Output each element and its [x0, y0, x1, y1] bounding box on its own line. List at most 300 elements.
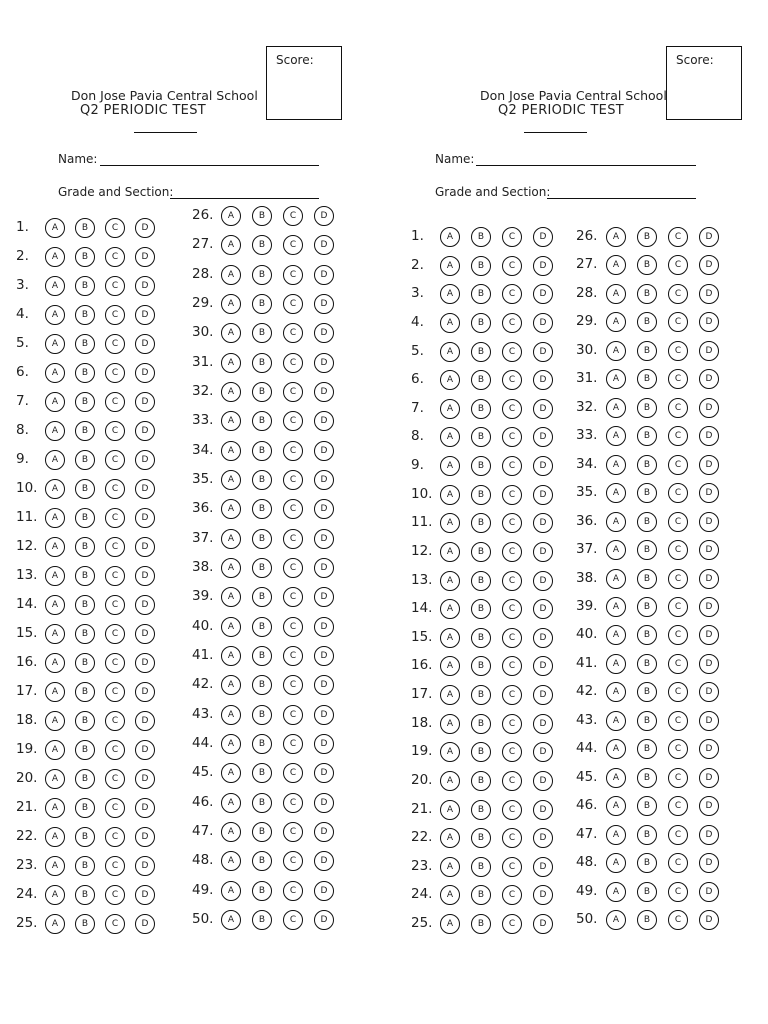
answer-bubble-c[interactable]: C	[668, 597, 688, 617]
answer-bubble-c[interactable]: C	[668, 625, 688, 645]
answer-bubble-d[interactable]: D	[533, 370, 553, 390]
answer-bubble-c[interactable]: C	[502, 342, 522, 362]
answer-bubble-a[interactable]: A	[45, 682, 65, 702]
answer-bubble-b[interactable]: B	[75, 305, 95, 325]
answer-bubble-a[interactable]: A	[45, 914, 65, 934]
answer-bubble-d[interactable]: D	[699, 682, 719, 702]
answer-bubble-b[interactable]: B	[75, 334, 95, 354]
answer-bubble-c[interactable]: C	[105, 305, 125, 325]
grade-section-field[interactable]	[547, 198, 696, 199]
answer-bubble-b[interactable]: B	[471, 370, 491, 390]
answer-bubble-c[interactable]: C	[668, 768, 688, 788]
answer-bubble-d[interactable]: D	[314, 881, 334, 901]
answer-bubble-a[interactable]: A	[606, 255, 626, 275]
answer-bubble-b[interactable]: B	[252, 499, 272, 519]
answer-bubble-a[interactable]: A	[45, 218, 65, 238]
answer-bubble-d[interactable]: D	[533, 313, 553, 333]
answer-bubble-a[interactable]: A	[45, 363, 65, 383]
answer-bubble-d[interactable]: D	[135, 421, 155, 441]
answer-bubble-c[interactable]: C	[668, 739, 688, 759]
answer-bubble-c[interactable]: C	[502, 742, 522, 762]
answer-bubble-b[interactable]: B	[75, 914, 95, 934]
answer-bubble-a[interactable]: A	[45, 856, 65, 876]
answer-bubble-a[interactable]: A	[606, 398, 626, 418]
answer-bubble-d[interactable]: D	[699, 796, 719, 816]
answer-bubble-d[interactable]: D	[135, 856, 155, 876]
answer-bubble-d[interactable]: D	[533, 828, 553, 848]
answer-bubble-a[interactable]: A	[45, 247, 65, 267]
answer-bubble-c[interactable]: C	[105, 595, 125, 615]
answer-bubble-a[interactable]: A	[440, 914, 460, 934]
answer-bubble-d[interactable]: D	[135, 363, 155, 383]
answer-bubble-a[interactable]: A	[221, 558, 241, 578]
answer-bubble-a[interactable]: A	[221, 851, 241, 871]
answer-bubble-d[interactable]: D	[699, 597, 719, 617]
answer-bubble-b[interactable]: B	[471, 857, 491, 877]
answer-bubble-a[interactable]: A	[45, 624, 65, 644]
answer-bubble-b[interactable]: B	[637, 227, 657, 247]
answer-bubble-b[interactable]: B	[252, 793, 272, 813]
answer-bubble-b[interactable]: B	[75, 769, 95, 789]
answer-bubble-c[interactable]: C	[502, 571, 522, 591]
answer-bubble-d[interactable]: D	[135, 827, 155, 847]
answer-bubble-a[interactable]: A	[606, 284, 626, 304]
answer-bubble-c[interactable]: C	[668, 369, 688, 389]
answer-bubble-c[interactable]: C	[502, 284, 522, 304]
answer-bubble-c[interactable]: C	[668, 398, 688, 418]
answer-bubble-c[interactable]: C	[283, 705, 303, 725]
answer-bubble-a[interactable]: A	[45, 798, 65, 818]
answer-bubble-d[interactable]: D	[314, 382, 334, 402]
answer-bubble-a[interactable]: A	[45, 653, 65, 673]
answer-bubble-d[interactable]: D	[314, 441, 334, 461]
answer-bubble-b[interactable]: B	[75, 885, 95, 905]
answer-bubble-b[interactable]: B	[75, 479, 95, 499]
answer-bubble-c[interactable]: C	[502, 542, 522, 562]
answer-bubble-c[interactable]: C	[502, 771, 522, 791]
answer-bubble-c[interactable]: C	[668, 825, 688, 845]
answer-bubble-b[interactable]: B	[637, 426, 657, 446]
answer-bubble-c[interactable]: C	[502, 800, 522, 820]
answer-bubble-b[interactable]: B	[471, 742, 491, 762]
grade-section-field[interactable]	[170, 198, 319, 199]
answer-bubble-a[interactable]: A	[45, 595, 65, 615]
answer-bubble-c[interactable]: C	[502, 628, 522, 648]
answer-bubble-d[interactable]: D	[533, 427, 553, 447]
answer-bubble-a[interactable]: A	[606, 512, 626, 532]
answer-bubble-d[interactable]: D	[135, 450, 155, 470]
answer-bubble-b[interactable]: B	[75, 827, 95, 847]
answer-bubble-d[interactable]: D	[699, 853, 719, 873]
answer-bubble-d[interactable]: D	[135, 798, 155, 818]
answer-bubble-d[interactable]: D	[135, 711, 155, 731]
answer-bubble-c[interactable]: C	[105, 914, 125, 934]
answer-bubble-b[interactable]: B	[637, 796, 657, 816]
answer-bubble-d[interactable]: D	[135, 479, 155, 499]
answer-bubble-d[interactable]: D	[314, 617, 334, 637]
answer-bubble-b[interactable]: B	[637, 569, 657, 589]
answer-bubble-d[interactable]: D	[533, 685, 553, 705]
answer-bubble-a[interactable]: A	[221, 734, 241, 754]
answer-bubble-c[interactable]: C	[105, 566, 125, 586]
answer-bubble-c[interactable]: C	[502, 857, 522, 877]
answer-bubble-b[interactable]: B	[75, 653, 95, 673]
answer-bubble-c[interactable]: C	[502, 828, 522, 848]
answer-bubble-c[interactable]: C	[502, 427, 522, 447]
answer-bubble-b[interactable]: B	[637, 540, 657, 560]
answer-bubble-b[interactable]: B	[75, 798, 95, 818]
answer-bubble-d[interactable]: D	[135, 595, 155, 615]
answer-bubble-c[interactable]: C	[105, 508, 125, 528]
answer-bubble-d[interactable]: D	[135, 218, 155, 238]
answer-bubble-a[interactable]: A	[440, 542, 460, 562]
answer-bubble-b[interactable]: B	[75, 421, 95, 441]
answer-bubble-c[interactable]: C	[283, 617, 303, 637]
answer-bubble-b[interactable]: B	[637, 398, 657, 418]
answer-bubble-b[interactable]: B	[75, 247, 95, 267]
answer-bubble-d[interactable]: D	[314, 587, 334, 607]
answer-bubble-c[interactable]: C	[283, 881, 303, 901]
answer-bubble-d[interactable]: D	[533, 914, 553, 934]
answer-bubble-c[interactable]: C	[668, 910, 688, 930]
answer-bubble-c[interactable]: C	[105, 363, 125, 383]
answer-bubble-c[interactable]: C	[668, 341, 688, 361]
answer-bubble-b[interactable]: B	[471, 685, 491, 705]
answer-bubble-d[interactable]: D	[533, 885, 553, 905]
answer-bubble-b[interactable]: B	[637, 882, 657, 902]
answer-bubble-a[interactable]: A	[45, 305, 65, 325]
answer-bubble-b[interactable]: B	[252, 411, 272, 431]
answer-bubble-a[interactable]: A	[45, 392, 65, 412]
answer-bubble-c[interactable]: C	[105, 682, 125, 702]
answer-bubble-d[interactable]: D	[135, 740, 155, 760]
answer-bubble-b[interactable]: B	[75, 508, 95, 528]
answer-bubble-c[interactable]: C	[668, 483, 688, 503]
answer-bubble-b[interactable]: B	[637, 512, 657, 532]
answer-bubble-c[interactable]: C	[283, 441, 303, 461]
answer-bubble-d[interactable]: D	[699, 569, 719, 589]
answer-bubble-b[interactable]: B	[637, 625, 657, 645]
answer-bubble-b[interactable]: B	[471, 771, 491, 791]
answer-bubble-b[interactable]: B	[471, 256, 491, 276]
answer-bubble-d[interactable]: D	[699, 284, 719, 304]
answer-bubble-b[interactable]: B	[637, 255, 657, 275]
answer-bubble-c[interactable]: C	[668, 682, 688, 702]
answer-bubble-d[interactable]: D	[314, 235, 334, 255]
answer-bubble-b[interactable]: B	[75, 595, 95, 615]
answer-bubble-b[interactable]: B	[471, 885, 491, 905]
answer-bubble-b[interactable]: B	[471, 656, 491, 676]
answer-bubble-b[interactable]: B	[252, 382, 272, 402]
answer-bubble-c[interactable]: C	[283, 294, 303, 314]
answer-bubble-c[interactable]: C	[105, 421, 125, 441]
answer-bubble-b[interactable]: B	[637, 597, 657, 617]
answer-bubble-d[interactable]: D	[533, 456, 553, 476]
answer-bubble-c[interactable]: C	[105, 653, 125, 673]
answer-bubble-d[interactable]: D	[135, 334, 155, 354]
answer-bubble-b[interactable]: B	[471, 284, 491, 304]
answer-bubble-d[interactable]: D	[314, 675, 334, 695]
answer-bubble-b[interactable]: B	[252, 734, 272, 754]
answer-bubble-b[interactable]: B	[471, 456, 491, 476]
answer-bubble-a[interactable]: A	[440, 885, 460, 905]
answer-bubble-a[interactable]: A	[606, 369, 626, 389]
answer-bubble-d[interactable]: D	[699, 312, 719, 332]
answer-bubble-a[interactable]: A	[606, 768, 626, 788]
answer-bubble-b[interactable]: B	[471, 628, 491, 648]
answer-bubble-b[interactable]: B	[471, 513, 491, 533]
answer-bubble-a[interactable]: A	[221, 675, 241, 695]
answer-bubble-b[interactable]: B	[75, 537, 95, 557]
answer-bubble-d[interactable]: D	[533, 227, 553, 247]
answer-bubble-b[interactable]: B	[75, 218, 95, 238]
answer-bubble-d[interactable]: D	[533, 513, 553, 533]
answer-bubble-b[interactable]: B	[75, 711, 95, 731]
answer-bubble-c[interactable]: C	[668, 426, 688, 446]
answer-bubble-a[interactable]: A	[440, 456, 460, 476]
answer-bubble-d[interactable]: D	[135, 392, 155, 412]
answer-bubble-c[interactable]: C	[502, 399, 522, 419]
answer-bubble-d[interactable]: D	[699, 882, 719, 902]
answer-bubble-c[interactable]: C	[283, 558, 303, 578]
answer-bubble-d[interactable]: D	[533, 542, 553, 562]
answer-bubble-d[interactable]: D	[135, 624, 155, 644]
answer-bubble-b[interactable]: B	[471, 427, 491, 447]
answer-bubble-d[interactable]: D	[533, 571, 553, 591]
answer-bubble-a[interactable]: A	[440, 828, 460, 848]
answer-bubble-a[interactable]: A	[45, 537, 65, 557]
answer-bubble-c[interactable]: C	[105, 276, 125, 296]
answer-bubble-d[interactable]: D	[314, 529, 334, 549]
answer-bubble-a[interactable]: A	[45, 885, 65, 905]
answer-bubble-d[interactable]: D	[135, 914, 155, 934]
answer-bubble-a[interactable]: A	[440, 771, 460, 791]
answer-bubble-d[interactable]: D	[533, 485, 553, 505]
answer-bubble-d[interactable]: D	[699, 654, 719, 674]
answer-bubble-d[interactable]: D	[135, 885, 155, 905]
answer-bubble-a[interactable]: A	[606, 455, 626, 475]
answer-bubble-b[interactable]: B	[471, 571, 491, 591]
answer-bubble-c[interactable]: C	[668, 255, 688, 275]
answer-bubble-a[interactable]: A	[606, 711, 626, 731]
answer-bubble-d[interactable]: D	[699, 483, 719, 503]
answer-bubble-c[interactable]: C	[502, 714, 522, 734]
answer-bubble-a[interactable]: A	[440, 656, 460, 676]
answer-bubble-d[interactable]: D	[533, 656, 553, 676]
answer-bubble-a[interactable]: A	[606, 569, 626, 589]
answer-bubble-c[interactable]: C	[283, 646, 303, 666]
answer-bubble-c[interactable]: C	[668, 227, 688, 247]
answer-bubble-a[interactable]: A	[221, 705, 241, 725]
answer-bubble-a[interactable]: A	[606, 654, 626, 674]
answer-bubble-c[interactable]: C	[668, 284, 688, 304]
answer-bubble-b[interactable]: B	[252, 441, 272, 461]
answer-bubble-c[interactable]: C	[668, 796, 688, 816]
answer-bubble-d[interactable]: D	[699, 369, 719, 389]
answer-bubble-c[interactable]: C	[502, 685, 522, 705]
answer-bubble-a[interactable]: A	[221, 587, 241, 607]
answer-bubble-b[interactable]: B	[252, 558, 272, 578]
answer-bubble-a[interactable]: A	[221, 499, 241, 519]
answer-bubble-b[interactable]: B	[637, 654, 657, 674]
answer-bubble-d[interactable]: D	[314, 206, 334, 226]
answer-bubble-b[interactable]: B	[471, 800, 491, 820]
answer-bubble-a[interactable]: A	[45, 479, 65, 499]
answer-bubble-b[interactable]: B	[471, 313, 491, 333]
answer-bubble-a[interactable]: A	[45, 334, 65, 354]
answer-bubble-c[interactable]: C	[283, 793, 303, 813]
answer-bubble-c[interactable]: C	[502, 513, 522, 533]
answer-bubble-c[interactable]: C	[283, 206, 303, 226]
answer-bubble-d[interactable]: D	[699, 426, 719, 446]
answer-bubble-a[interactable]: A	[45, 421, 65, 441]
answer-bubble-a[interactable]: A	[440, 857, 460, 877]
answer-bubble-a[interactable]: A	[440, 800, 460, 820]
answer-bubble-c[interactable]: C	[502, 885, 522, 905]
answer-bubble-d[interactable]: D	[314, 705, 334, 725]
answer-bubble-c[interactable]: C	[502, 914, 522, 934]
answer-bubble-c[interactable]: C	[283, 411, 303, 431]
answer-bubble-b[interactable]: B	[637, 682, 657, 702]
answer-bubble-b[interactable]: B	[252, 646, 272, 666]
answer-bubble-d[interactable]: D	[533, 399, 553, 419]
answer-bubble-c[interactable]: C	[283, 734, 303, 754]
answer-bubble-d[interactable]: D	[699, 455, 719, 475]
name-field[interactable]	[476, 165, 696, 166]
answer-bubble-a[interactable]: A	[606, 426, 626, 446]
answer-bubble-c[interactable]: C	[283, 587, 303, 607]
answer-bubble-a[interactable]: A	[221, 235, 241, 255]
answer-bubble-a[interactable]: A	[606, 312, 626, 332]
answer-bubble-b[interactable]: B	[252, 705, 272, 725]
answer-bubble-c[interactable]: C	[105, 624, 125, 644]
answer-bubble-a[interactable]: A	[606, 597, 626, 617]
answer-bubble-d[interactable]: D	[533, 771, 553, 791]
answer-bubble-a[interactable]: A	[221, 881, 241, 901]
answer-bubble-a[interactable]: A	[440, 599, 460, 619]
answer-bubble-b[interactable]: B	[252, 763, 272, 783]
answer-bubble-c[interactable]: C	[668, 512, 688, 532]
answer-bubble-b[interactable]: B	[637, 711, 657, 731]
answer-bubble-b[interactable]: B	[75, 740, 95, 760]
answer-bubble-c[interactable]: C	[105, 479, 125, 499]
answer-bubble-b[interactable]: B	[637, 768, 657, 788]
answer-bubble-c[interactable]: C	[502, 313, 522, 333]
answer-bubble-a[interactable]: A	[440, 427, 460, 447]
answer-bubble-d[interactable]: D	[533, 256, 553, 276]
answer-bubble-a[interactable]: A	[221, 646, 241, 666]
answer-bubble-c[interactable]: C	[283, 499, 303, 519]
name-field[interactable]	[100, 165, 319, 166]
answer-bubble-c[interactable]: C	[105, 740, 125, 760]
answer-bubble-b[interactable]: B	[471, 399, 491, 419]
answer-bubble-a[interactable]: A	[440, 714, 460, 734]
answer-bubble-b[interactable]: B	[471, 227, 491, 247]
answer-bubble-b[interactable]: B	[252, 675, 272, 695]
answer-bubble-a[interactable]: A	[606, 825, 626, 845]
answer-bubble-c[interactable]: C	[105, 798, 125, 818]
answer-bubble-c[interactable]: C	[668, 455, 688, 475]
answer-bubble-a[interactable]: A	[221, 206, 241, 226]
answer-bubble-d[interactable]: D	[135, 276, 155, 296]
answer-bubble-c[interactable]: C	[105, 392, 125, 412]
answer-bubble-b[interactable]: B	[637, 284, 657, 304]
answer-bubble-a[interactable]: A	[45, 450, 65, 470]
answer-bubble-b[interactable]: B	[252, 822, 272, 842]
answer-bubble-d[interactable]: D	[314, 411, 334, 431]
answer-bubble-a[interactable]: A	[606, 910, 626, 930]
answer-bubble-a[interactable]: A	[221, 323, 241, 343]
answer-bubble-a[interactable]: A	[606, 540, 626, 560]
answer-bubble-c[interactable]: C	[283, 529, 303, 549]
answer-bubble-a[interactable]: A	[440, 342, 460, 362]
answer-bubble-b[interactable]: B	[75, 566, 95, 586]
answer-bubble-b[interactable]: B	[637, 341, 657, 361]
answer-bubble-d[interactable]: D	[533, 599, 553, 619]
answer-bubble-b[interactable]: B	[637, 455, 657, 475]
answer-bubble-a[interactable]: A	[221, 793, 241, 813]
answer-bubble-a[interactable]: A	[221, 294, 241, 314]
answer-bubble-a[interactable]: A	[440, 742, 460, 762]
answer-bubble-b[interactable]: B	[637, 825, 657, 845]
answer-bubble-a[interactable]: A	[606, 625, 626, 645]
answer-bubble-a[interactable]: A	[440, 485, 460, 505]
answer-bubble-c[interactable]: C	[668, 882, 688, 902]
answer-bubble-a[interactable]: A	[606, 882, 626, 902]
answer-bubble-b[interactable]: B	[471, 914, 491, 934]
answer-bubble-d[interactable]: D	[699, 768, 719, 788]
answer-bubble-a[interactable]: A	[606, 853, 626, 873]
answer-bubble-d[interactable]: D	[533, 628, 553, 648]
answer-bubble-c[interactable]: C	[283, 822, 303, 842]
answer-bubble-c[interactable]: C	[668, 540, 688, 560]
answer-bubble-d[interactable]: D	[699, 540, 719, 560]
answer-bubble-b[interactable]: B	[252, 265, 272, 285]
answer-bubble-c[interactable]: C	[105, 769, 125, 789]
answer-bubble-c[interactable]: C	[105, 856, 125, 876]
answer-bubble-d[interactable]: D	[699, 341, 719, 361]
answer-bubble-d[interactable]: D	[314, 294, 334, 314]
answer-bubble-d[interactable]: D	[135, 653, 155, 673]
answer-bubble-a[interactable]: A	[440, 685, 460, 705]
answer-bubble-d[interactable]: D	[135, 247, 155, 267]
answer-bubble-a[interactable]: A	[45, 566, 65, 586]
answer-bubble-a[interactable]: A	[221, 763, 241, 783]
answer-bubble-c[interactable]: C	[105, 218, 125, 238]
answer-bubble-c[interactable]: C	[105, 247, 125, 267]
answer-bubble-a[interactable]: A	[221, 353, 241, 373]
answer-bubble-b[interactable]: B	[471, 828, 491, 848]
answer-bubble-c[interactable]: C	[668, 654, 688, 674]
answer-bubble-a[interactable]: A	[45, 740, 65, 760]
answer-bubble-b[interactable]: B	[75, 276, 95, 296]
answer-bubble-a[interactable]: A	[606, 739, 626, 759]
answer-bubble-c[interactable]: C	[105, 537, 125, 557]
answer-bubble-a[interactable]: A	[45, 827, 65, 847]
answer-bubble-d[interactable]: D	[314, 763, 334, 783]
answer-bubble-c[interactable]: C	[283, 675, 303, 695]
answer-bubble-b[interactable]: B	[252, 206, 272, 226]
answer-bubble-d[interactable]: D	[314, 793, 334, 813]
answer-bubble-b[interactable]: B	[637, 853, 657, 873]
answer-bubble-c[interactable]: C	[668, 312, 688, 332]
answer-bubble-d[interactable]: D	[314, 499, 334, 519]
answer-bubble-c[interactable]: C	[283, 470, 303, 490]
answer-bubble-a[interactable]: A	[440, 513, 460, 533]
answer-bubble-a[interactable]: A	[606, 341, 626, 361]
answer-bubble-a[interactable]: A	[440, 370, 460, 390]
answer-bubble-d[interactable]: D	[314, 822, 334, 842]
